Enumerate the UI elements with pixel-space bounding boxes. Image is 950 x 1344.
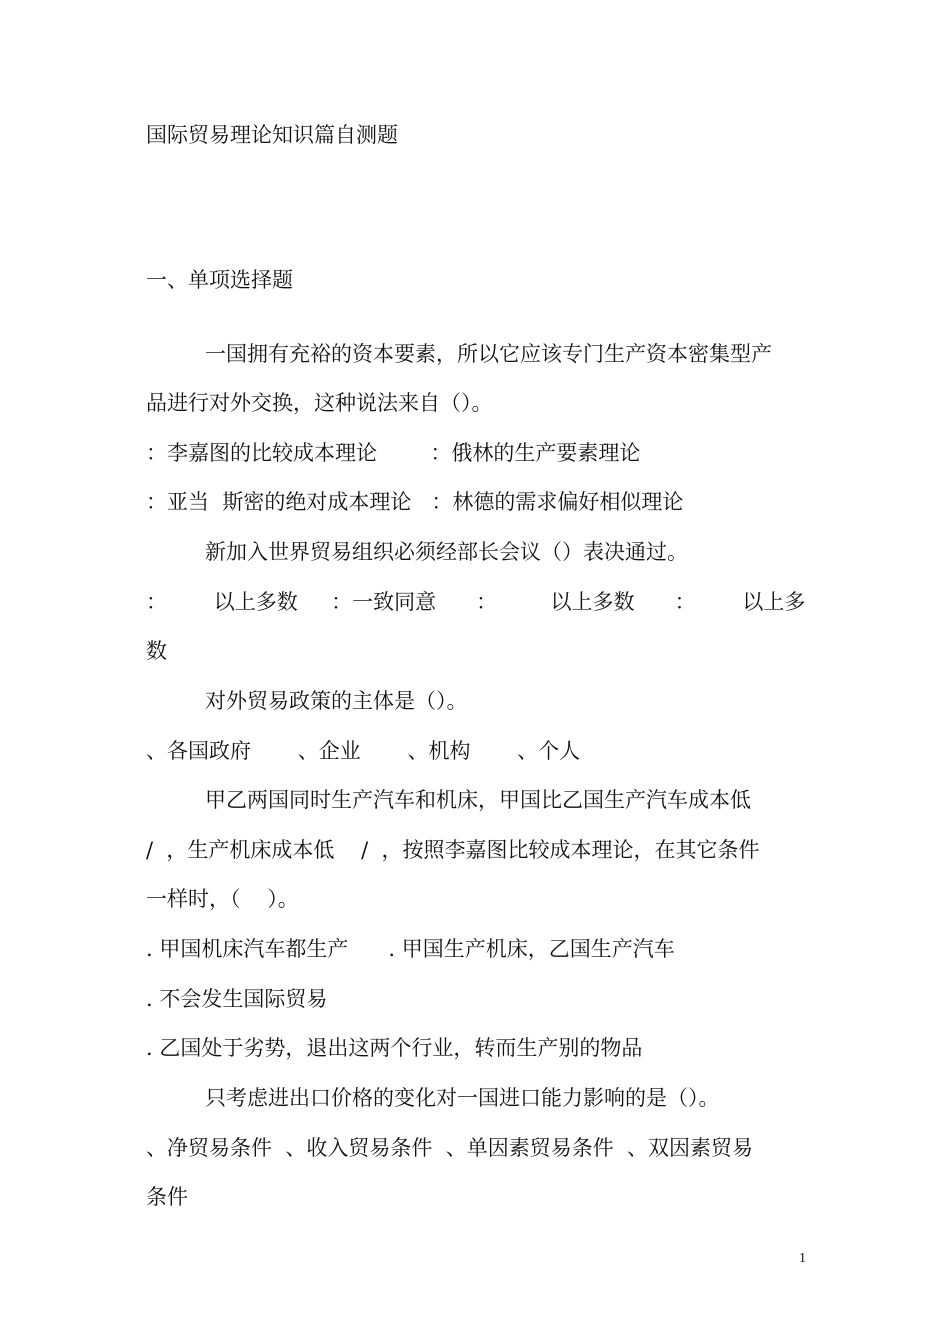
question-4-stem-cont: / ，生产机床成本低 / ，按照李嘉图比较成本理论，在其它条件 bbox=[146, 838, 760, 862]
question-4-options-ab: . 甲国机床汽车都生产 . 甲国生产机床，乙国生产汽车 bbox=[146, 937, 675, 961]
question-5-options: 、净贸易条件 、收入贸易条件 、单因素贸易条件 、双因素贸易 bbox=[146, 1136, 754, 1160]
question-5-options-cont: 条件 bbox=[146, 1185, 188, 1209]
question-4-option-c: . 不会发生国际贸易 bbox=[146, 987, 328, 1011]
question-2-options: ： 以上多数 ：一致同意 ： 以上多数 ： 以上多 bbox=[146, 590, 806, 614]
question-2-stem: 新加入世界贸易组织必须经部长会议（）表决通过。 bbox=[205, 540, 688, 564]
question-5-stem: 只考虑进出口价格的变化对一国进口能力影响的是（）。 bbox=[205, 1086, 720, 1110]
question-1-options-cd: ：亚当 斯密的绝对成本理论 ：林德的需求偏好相似理论 bbox=[146, 490, 684, 514]
page-number: 1 bbox=[799, 1251, 806, 1266]
document-title: 国际贸易理论知识篇自测题 bbox=[146, 123, 398, 147]
question-4-option-d: . 乙国处于劣势，退出这两个行业，转而生产别的物品 bbox=[146, 1036, 643, 1060]
question-1-stem-cont: 品进行对外交换，这种说法来自（）。 bbox=[146, 391, 493, 415]
section-heading: 一、单项选择题 bbox=[146, 268, 293, 292]
question-3-stem: 对外贸易政策的主体是（）。 bbox=[205, 689, 468, 713]
question-4-stem-end: 一样时，（ ）。 bbox=[146, 887, 299, 911]
question-2-options-cont: 数 bbox=[146, 639, 167, 663]
question-3-options: 、各国政府 、企业 、机构 、个人 bbox=[146, 739, 581, 763]
question-4-stem: 甲乙两国同时生产汽车和机床，甲国比乙国生产汽车成本低 bbox=[205, 788, 751, 812]
question-1-stem: 一国拥有充裕的资本要素，所以它应该专门生产资本密集型产 bbox=[205, 342, 772, 366]
question-1-options-ab: ：李嘉图的比较成本理论 ：俄林的生产要素理论 bbox=[146, 441, 641, 465]
